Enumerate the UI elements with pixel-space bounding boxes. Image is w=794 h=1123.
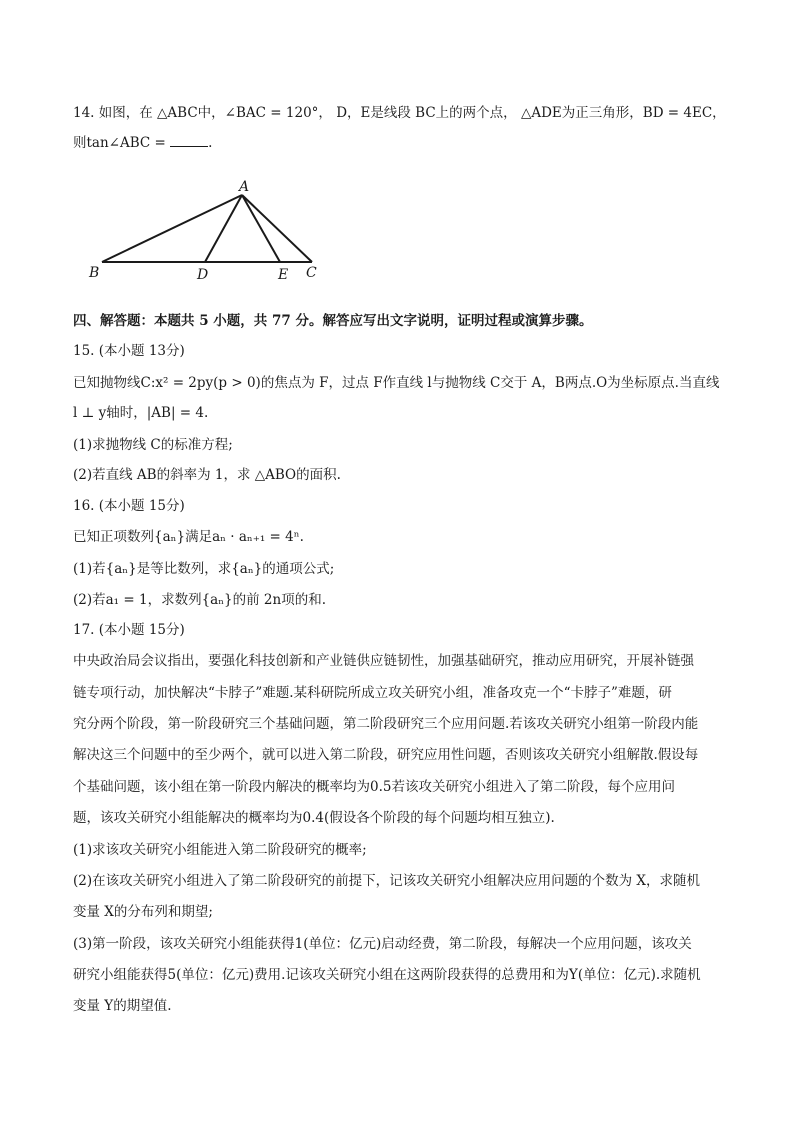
vertex-label-c: C bbox=[306, 265, 317, 281]
q17-part2-line2: 变量 X的分布列和期望; bbox=[73, 904, 213, 920]
vertex-label-a: A bbox=[239, 179, 250, 195]
vertex-label-e: E bbox=[278, 267, 289, 283]
segment-ad bbox=[205, 195, 242, 262]
q17-stem-line6: 题，该攻关研究小组能解决的概率均为0.4(假设各个阶段的每个问题均相互独立). bbox=[73, 810, 555, 826]
q16-stem: 已知正项数列{aₙ}满足aₙ · aₙ₊₁ = 4ⁿ. bbox=[73, 529, 304, 545]
vertex-label-b: B bbox=[89, 265, 100, 281]
q17-stem-line4: 解决这三个问题中的至少两个，就可以进入第二阶段，研究应用性问题，否则该攻关研究小组解散.假设每 bbox=[73, 747, 699, 763]
vertex-label-d: D bbox=[197, 267, 209, 283]
q14-stem-line1: 14. 如图，在 △ABC中，∠BAC = 120°， D，E是线段 BC上的两个点， △ADE为正三角形，BD = 4EC， bbox=[73, 105, 726, 121]
q14-answer-prompt: 则tan∠ABC = bbox=[73, 135, 166, 151]
q17-stem-line5: 个基础问题，该小组在第一阶段内解决的概率均为0.5若该攻关研究小组进入了第二阶段，每个应用问 bbox=[73, 779, 675, 795]
q17-header: 17. (本小题 15分) bbox=[73, 622, 185, 638]
segment-ac bbox=[242, 195, 312, 262]
q14-stem-line2 bbox=[73, 133, 724, 153]
triangle-figure bbox=[80, 175, 340, 285]
q15-header: 15. (本小题 13分) bbox=[73, 343, 185, 359]
section4-heading: 四、解答题：本题共 5 小题，共 77 分。解答应写出文字说明，证明过程或演算步骤。 bbox=[73, 313, 593, 329]
q14-period: . bbox=[208, 135, 213, 151]
q14-answer-blank[interactable] bbox=[170, 133, 208, 147]
q17-part1: (1)求该攻关研究小组能进入第二阶段研究的概率; bbox=[73, 842, 367, 858]
q17-part2-line1: (2)在该攻关研究小组进入了第二阶段研究的前提下，记该攻关研究小组解决应用问题的个数为 X，求随机 bbox=[73, 873, 701, 889]
q17-stem-line2: 链专项行动，加快解决“卡脖子”难题.某科研院所成立攻关研究小组，准备攻克一个“卡脖子”难题，研 bbox=[73, 685, 672, 701]
q15-part1: (1)求抛物线 C的标准方程; bbox=[73, 437, 233, 453]
q16-header: 16. (本小题 15分) bbox=[73, 498, 185, 514]
q17-part3-line1: (3)第一阶段，该攻关研究小组能获得1(单位：亿元)启动经费，第二阶段，每解决一个应用问题，该攻关 bbox=[73, 936, 692, 952]
q15-stem-line2: l ⊥ y轴时，|AB| = 4. bbox=[73, 405, 209, 421]
segment-ae bbox=[242, 195, 280, 262]
q17-stem-line3: 究分两个阶段，第一阶段研究三个基础问题，第二阶段研究三个应用问题.若该攻关研究小组第一阶段内能 bbox=[73, 716, 699, 732]
q15-stem-line1: 已知抛物线C:x² = 2py(p > 0)的焦点为 F，过点 F作直线 l与抛物线 C交于 A，B两点.O为坐标原点.当直线 bbox=[73, 375, 720, 391]
segment-ab bbox=[102, 195, 242, 262]
q17-part3-line2: 研究小组能获得5(单位：亿元)费用.记该攻关研究小组在这两阶段获得的总费用和为Y(单位：亿元).求随机 bbox=[73, 967, 701, 983]
q15-part2: (2)若直线 AB的斜率为 1，求 △ABO的面积. bbox=[73, 467, 341, 483]
q16-part2: (2)若a₁ = 1，求数列{aₙ}的前 2n项的和. bbox=[73, 592, 326, 608]
q17-stem-line1: 中央政治局会议指出，要强化科技创新和产业链供应链韧性，加强基础研究，推动应用研究，开展补链强 bbox=[73, 653, 694, 669]
q16-part1: (1)若{aₙ}是等比数列，求{aₙ}的通项公式; bbox=[73, 561, 335, 577]
q17-part3-line3: 变量 Y的期望值. bbox=[73, 998, 172, 1014]
